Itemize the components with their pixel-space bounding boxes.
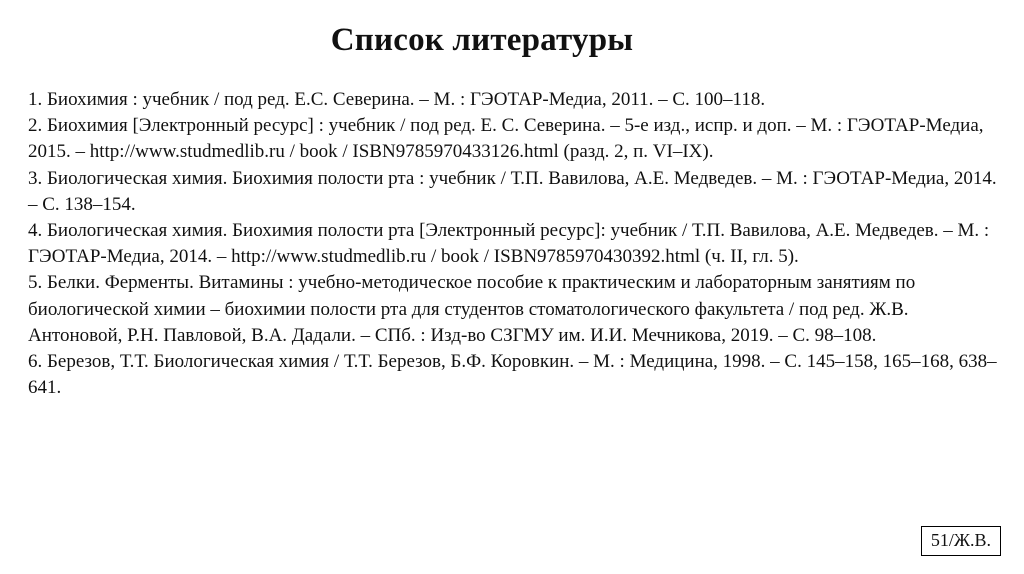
reference-item-4: 4. Биологическая химия. Биохимия полости рта [Электронный ресурс]: учебник / Т.П. Вавилова, А.Е. Медведев. – М. : ГЭОТАР-Медиа, 2014. – http://www.studmedlib.ru / book / ISBN9785970430392.html (ч. II, гл. 5).: [28, 220, 990, 268]
reference-item-2: 2. Биохимия [Электронный ресурс] : учебник / под ред. Е. С. Северина. – 5-е изд., испр. и доп. – М. : ГЭОТАР-Медиа, 2015. – http://www.studmedlib.ru / book / ISBN9785970433126.html (разд. 2, п. VI–IX).: [28, 115, 984, 163]
reference-item-1: 1. Биохимия : учебник / под ред. Е.С. Северина. – М. : ГЭОТАР-Медиа, 2011. – С. 100–118.: [28, 89, 766, 110]
reference-item-5: 5. Белки. Ферменты. Витамины : учебно-методическое пособие к практическим и лабораторным занятиям по биологической химии – биохимии полости рта для студентов стоматологического факультета / под ред. Ж.В. Антоновой, Р.Н. Павловой, В.А. Дадали. – СПб. : Изд-во СЗГМУ им. И.И. Мечникова, 2019. – С. 98–108.: [28, 272, 916, 346]
reference-list: [28, 87, 998, 401]
page-number-badge: 51/Ж.В.: [921, 526, 1001, 556]
page-title: Список литературы: [330, 22, 634, 58]
reference-item-3: 3. Биологическая химия. Биохимия полости рта : учебник / Т.П. Вавилова, А.Е. Медведев. – М. : ГЭОТАР-Медиа, 2014. – С. 138–154.: [28, 167, 997, 215]
reference-item-6: 6. Березов, Т.Т. Биологическая химия / Т.Т. Березов, Б.Ф. Коровкин. – М. : Медицина, 1998. – С. 145–158, 165–168, 638–641.: [28, 351, 997, 399]
